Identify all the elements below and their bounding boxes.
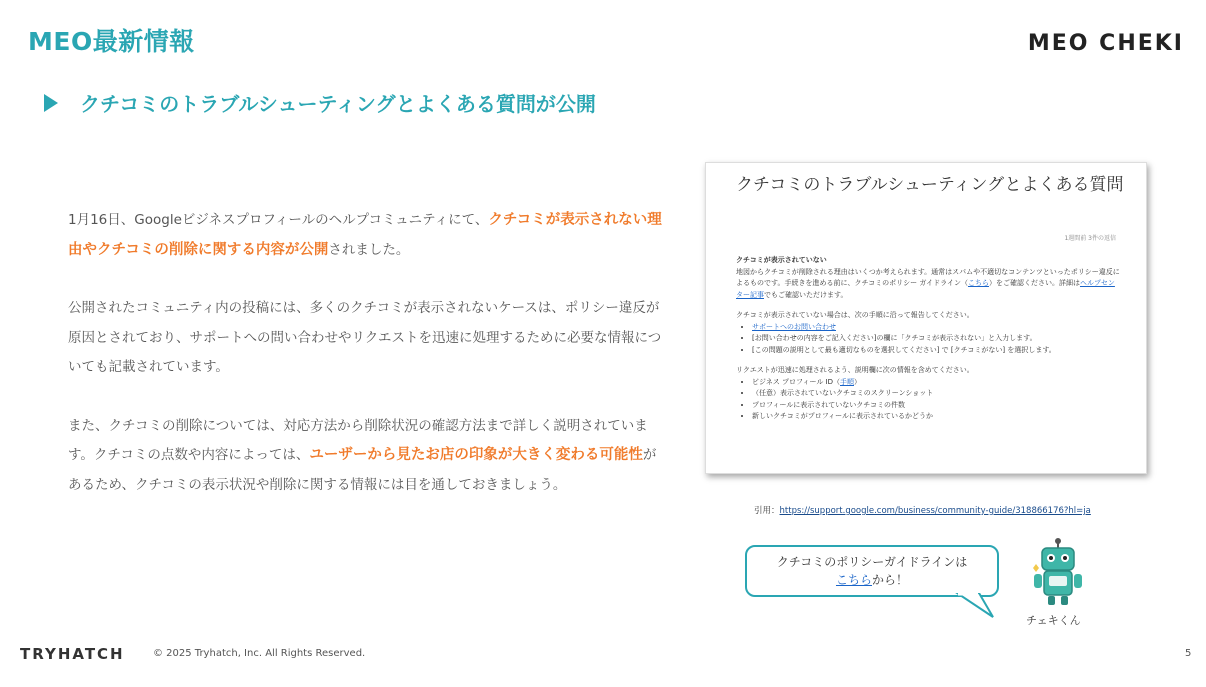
post-text-b: ）をご確認ください。詳細は: [988, 279, 1080, 287]
body-text: [68, 206, 668, 529]
post-items-list: [736, 377, 1121, 423]
post-meta: 1週間前 3件の返信: [1064, 235, 1116, 242]
p3-text-a: また、クチコミの削除については、対応方法から削除状況の確認方法まで詳しく説明されています。クチコミの点数や内容によっては、: [68, 417, 648, 463]
page-number: 5: [1185, 648, 1192, 659]
policy-guideline-link[interactable]: こちら: [835, 573, 872, 587]
arrow-right-icon: [44, 94, 58, 112]
community-post-screenshot: [705, 162, 1147, 474]
bubble-suffix: から！: [872, 573, 909, 587]
list-item: [752, 377, 1121, 389]
p3-text-b: があるため、クチコミの表示状況や削除に関する情報には目を通しておきましょう。: [68, 447, 657, 493]
paragraph-2: 公開されたコミュニティ内の投稿には、多くのクチコミが表示されないケースは、ポリシー違反が原因とされており、サポートへの問い合わせやリクエストを迅速に処理するために必要な情報についても記載されています。: [68, 300, 662, 375]
paragraph-1: [68, 206, 668, 265]
list-item: • プロフィールに表示されていないクチコミの件数: [752, 400, 1121, 412]
citation: [754, 504, 1091, 516]
p1-text-a: 1月16日、Googleビジネスプロフィールのヘルプコミュニティにて、: [68, 212, 489, 228]
step-text: [お問い合わせの内容をご記入ください]の欄に「クチコミが表示されない」と入力します。: [752, 334, 1037, 342]
list-item[interactable]: [752, 322, 1121, 334]
speech-bubble: [745, 545, 999, 597]
paragraph-3: [68, 412, 668, 501]
speech-bubble-tail: [955, 593, 995, 619]
post-text-c: でもご確認いただけます。: [764, 290, 848, 299]
bubble-line-1: クチコミのポリシーガイドラインは: [776, 555, 968, 569]
help-center-link[interactable]: ヘルプセンター記事: [736, 279, 1115, 299]
citation-link[interactable]: https://support.google.com/business/community-guide/318866176?hl=ja: [779, 506, 1091, 516]
post-section-heading: クチコミが表示されていない: [736, 256, 827, 264]
policy-link[interactable]: こちら: [967, 279, 989, 287]
post-steps-list: [736, 322, 1121, 357]
bubble-line-2: [747, 571, 997, 589]
post-items-intro: リクエストが迅速に処理されるよう、説明欄に次の情報を含めてください。: [736, 366, 974, 374]
subheading: [44, 88, 596, 117]
item-text: ）: [854, 377, 861, 386]
step-text: [この問題の説明として最も適切なものを選択してください] で [クチコミがない] を選択します。: [752, 345, 1056, 354]
page-title: MEO最新情報: [28, 27, 195, 56]
list-item: • 新しいクチコミがプロフィールに表示されているかどうか: [752, 411, 1121, 423]
post-text-a: 地図からクチコミが削除される理由はいくつか考えられます。通常はスパムや不適切なコンテンツといったポリシー違反によるものです。手続きを進める前に、クチコミのポリシー ガイドライン（: [736, 267, 1120, 287]
support-contact-link[interactable]: サポートへのお問い合わせ: [752, 322, 836, 331]
tryhatch-logo: TRYHATCH: [20, 645, 125, 663]
meo-cheki-logo: MEO CHEKI: [1027, 31, 1184, 56]
post-title: クチコミのトラブルシューティングとよくある質問: [736, 175, 1124, 195]
subheading-text: クチコミのトラブルシューティングとよくある質問が公開: [80, 92, 596, 116]
copyright: © 2025 Tryhatch, Inc. All Rights Reserved.: [153, 648, 366, 659]
mascot-name: チェキくん: [1026, 614, 1081, 627]
post-steps-intro: クチコミが表示されていない場合は、次の手順に沿って報告してください。: [736, 311, 974, 319]
steps-link[interactable]: 手順: [840, 377, 854, 386]
mascot-robot-icon: [1030, 538, 1086, 610]
p3-highlight: ユーザーから見たお店の印象が大きく変わる可能性: [309, 447, 643, 463]
post-body: [736, 255, 1121, 423]
item-text: ビジネス プロフィール ID（: [752, 377, 840, 386]
list-item: [752, 333, 1121, 345]
p1-highlight: クチコミが表示されない理由やクチコミの削除に関する内容が公開: [68, 212, 662, 258]
list-item: [752, 345, 1121, 357]
citation-label: 引用：: [754, 506, 780, 516]
post-section-text: [736, 267, 1121, 302]
list-item: • （任意）表示されていないクチコミのスクリーンショット: [752, 388, 1121, 400]
p1-text-b: されました。: [328, 241, 410, 258]
